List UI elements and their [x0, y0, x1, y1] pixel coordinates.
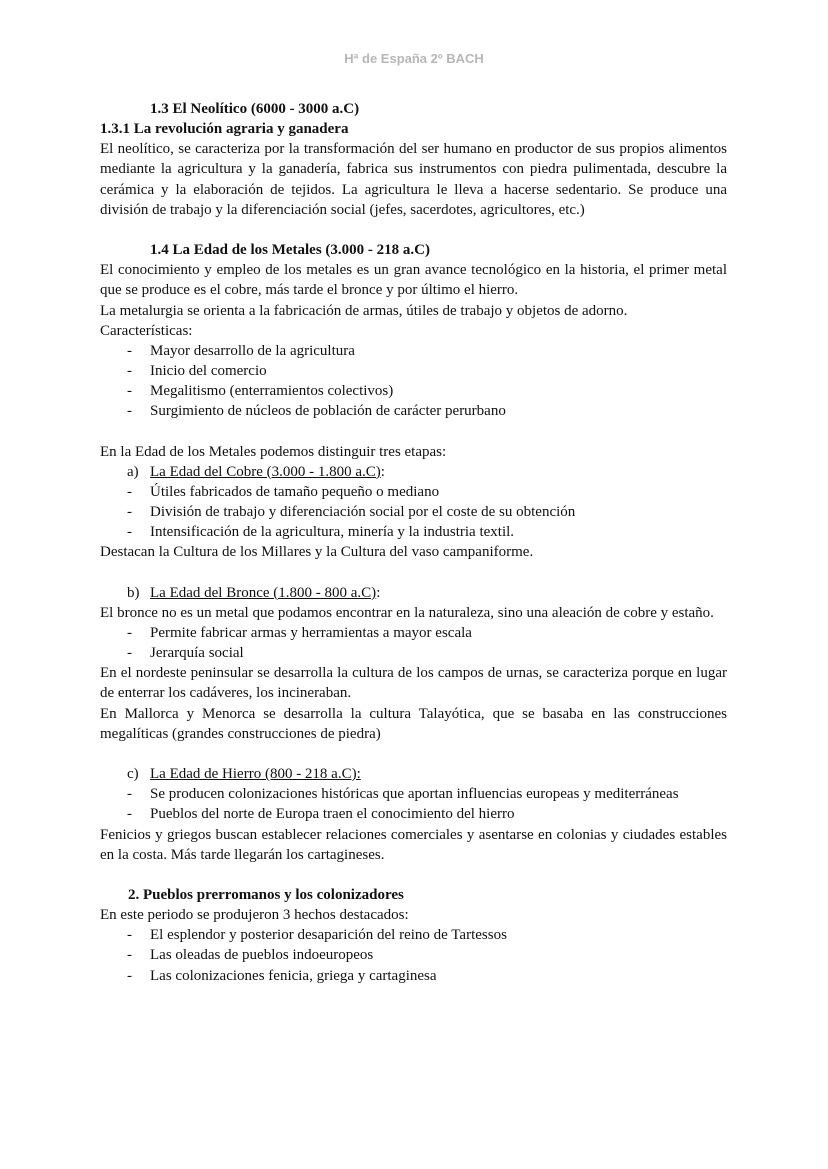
paragraph-campos-urnas: En el nordeste peninsular se desarrolla la cultura de los campos de urnas, se caracteriza porque en lugar de enterrar los cadáveres, los incineraban. [100, 665, 727, 702]
paragraph-hechos: En este periodo se produjeron 3 hechos destacados: [100, 907, 409, 924]
paragraph-bronce: El bronce no es un metal que podamos encontrar en la naturaleza, sino una aleación de cobre y estaño. [100, 604, 714, 621]
list-item: - Pueblos del norte de Europa traen el conocimiento del hierro [127, 806, 515, 823]
list-item: - Mayor desarrollo de la agricultura [127, 342, 355, 359]
paragraph-neolitico: El neolítico, se caracteriza por la transformación del ser humano en productor de sus propios alimentos mediante la agricultura y la ganadería, fabrica sus instrumentos con piedra pulimentada, descubre la cerámica y la elaboración de tejidos. La agricultura le lleva a hacerse sedentario. Se produce una división de trabajo y la diferenciación social (jefes, sacerdotes, agricultores, etc.) [100, 141, 727, 218]
paragraph-metales-2: La metalurgia se orienta a la fabricación de armas, útiles de trabajo y objetos de adorno. [100, 302, 628, 319]
paragraph-caracteristicas: Características: [100, 322, 193, 339]
list-item: - División de trabajo y diferenciación social por el coste de su obtención [127, 504, 576, 521]
heading-neolitico: 1.3 El Neolítico (6000 - 3000 a.C) [150, 101, 360, 117]
stage-heading-cobre: a) La Edad del Cobre (3.000 - 1.800 a.C): [127, 463, 385, 480]
stage-heading-bronce: b) La Edad del Bronce (1.800 - 800 a.C): [127, 584, 381, 601]
page-header: Hª de España 2º BACH [344, 51, 484, 66]
list-item: - Útiles fabricados de tamaño pequeño o mediano [127, 483, 440, 500]
heading-metales: 1.4 La Edad de los Metales (3.000 - 218 a.C) [150, 242, 430, 259]
list-item: - Las colonizaciones fenicia, griega y cartaginesa [127, 967, 437, 984]
document-body [100, 99, 727, 986]
list-item: - Jerarquía social [127, 645, 244, 662]
list-item: - Surgimiento de núcleos de población de carácter perurbano [127, 403, 506, 420]
list-item: - Intensificación de la agricultura, minería y la industria textil. [127, 524, 515, 541]
list-item: - Permite fabricar armas y herramientas a mayor escala [127, 625, 472, 642]
paragraph-etapas: En la Edad de los Metales podemos distinguir tres etapas: [100, 443, 447, 460]
list-item: - El esplendor y posterior desaparición del reino de Tartessos [127, 927, 507, 944]
list-item: - Las oleadas de pueblos indoeuropeos [127, 947, 374, 964]
subheading-revolucion: 1.3.1 La revolución agraria y ganadera [100, 121, 349, 138]
paragraph-metales-1: El conocimiento y empleo de los metales es un gran avance tecnológico en la historia, el primer metal que se produce es el cobre, más tarde el bronce y por último el hierro. [100, 262, 727, 299]
list-item: - Megalitismo (enterramientos colectivos) [127, 383, 394, 400]
heading-pueblos-prerromanos: 2. Pueblos prerromanos y los colonizadores [128, 887, 404, 904]
list-item: - Se producen colonizaciones históricas que aportan influencias europeas y mediterráneas [127, 786, 679, 803]
paragraph-fenicios: Fenicios y griegos buscan establecer relaciones comerciales y asentarse en colonias y ciudades estables en la costa. Más tarde llegarán los cartagineses. [100, 826, 727, 863]
paragraph-talayotica: En Mallorca y Menorca se desarrolla la cultura Talayótica, que se basaba en las construcciones megalíticas (grandes construcciones de piedra) [100, 705, 727, 742]
stage-heading-hierro: c) La Edad de Hierro (800 - 218 a.C): [127, 766, 361, 783]
paragraph-cobre-culturas: Destacan la Cultura de los Millares y la Cultura del vaso campaniforme. [100, 544, 534, 561]
list-item: - Inicio del comercio [127, 363, 267, 380]
